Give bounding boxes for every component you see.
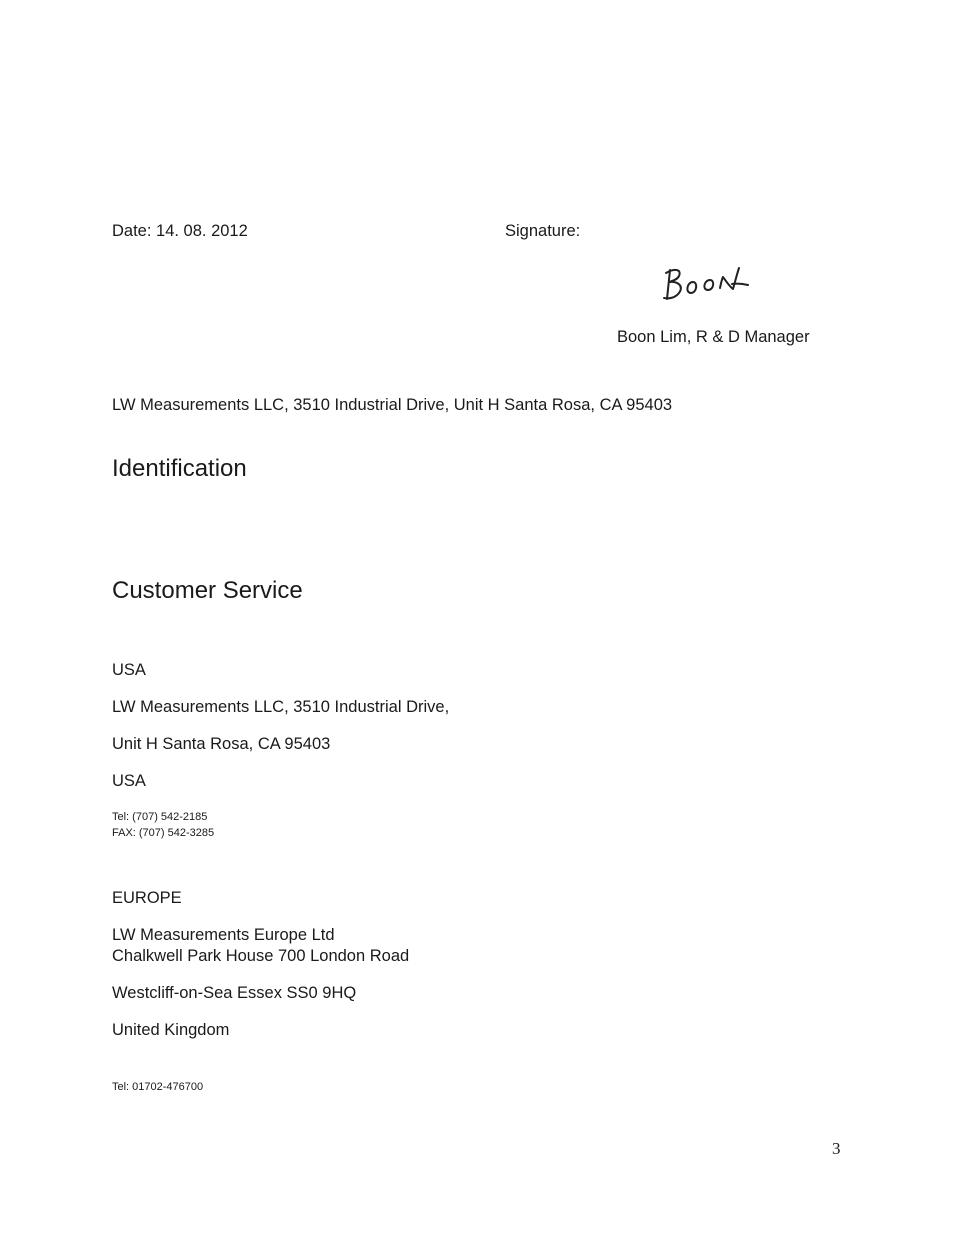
company-address: LW Measurements LLC, 3510 Industrial Drive, Unit H Santa Rosa, CA 95403 <box>112 396 673 414</box>
europe-region-label: EUROPE <box>112 889 182 907</box>
identification-heading: Identification <box>112 455 247 482</box>
usa-tel: Tel: (707) 542-2185 <box>112 811 208 823</box>
handwritten-signature-image <box>660 262 752 304</box>
europe-address-line3: Westcliff-on-Sea Essex SS0 9HQ <box>112 984 357 1002</box>
europe-tel: Tel: 01702-476700 <box>112 1081 204 1093</box>
date-line: Date: 14. 08. 2012 <box>112 222 248 240</box>
usa-country: USA <box>112 772 146 790</box>
europe-address-line1: LW Measurements Europe Ltd <box>112 926 335 944</box>
europe-address-line2: Chalkwell Park House 700 London Road <box>112 947 410 965</box>
signature-label: Signature: <box>505 222 581 240</box>
page-number: 3 <box>832 1139 841 1158</box>
usa-address-line2: Unit H Santa Rosa, CA 95403 <box>112 735 331 753</box>
usa-region-label: USA <box>112 661 146 679</box>
signatory-name: Boon Lim, R & D Manager <box>617 328 810 346</box>
usa-address-line1: LW Measurements LLC, 3510 Industrial Drive, <box>112 698 450 716</box>
usa-fax: FAX: (707) 542-3285 <box>112 827 215 839</box>
customer-service-heading: Customer Service <box>112 577 303 604</box>
europe-country: United Kingdom <box>112 1021 230 1039</box>
